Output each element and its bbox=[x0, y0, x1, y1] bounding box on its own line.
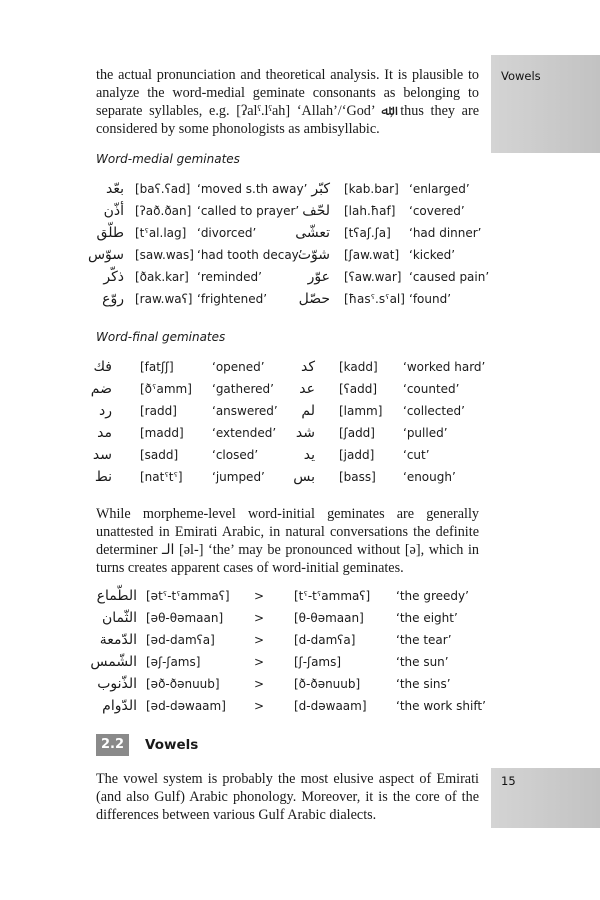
table-row bbox=[0, 178, 600, 200]
arabic-word: بعّد bbox=[106, 181, 124, 197]
arabic-word: بس bbox=[293, 469, 315, 485]
gloss: ‘the sins’ bbox=[396, 677, 451, 691]
gloss: ‘opened’ bbox=[212, 360, 265, 374]
ipa-transcription: [tʕaʃ.ʃa] bbox=[344, 226, 391, 240]
becomes-arrow: > bbox=[254, 611, 265, 625]
gloss: ‘covered’ bbox=[409, 204, 465, 218]
gloss: ‘had tooth decay’ bbox=[197, 248, 303, 262]
table-row bbox=[0, 629, 600, 651]
ipa-transcription: [saw.was] bbox=[135, 248, 194, 262]
ipa-transcription: [ʔað.ðan] bbox=[135, 204, 192, 218]
vowels-paragraph: The vowel system is probably the most elusive aspect of Emirati (and also Gulf) Arabic phonology. Moreover, it is the core of the differences between various Gulf Arabic dialects. bbox=[96, 771, 479, 823]
becomes-arrow: > bbox=[254, 655, 265, 669]
gloss: ‘enough’ bbox=[403, 470, 456, 484]
table-row bbox=[0, 585, 600, 607]
medial-geminates-heading: Word-medial geminates bbox=[96, 152, 240, 166]
gloss: ‘answered’ bbox=[212, 404, 278, 418]
ipa-transcription: [ətˤ-tˤammaʕ] bbox=[146, 589, 230, 603]
arabic-word: رد bbox=[99, 403, 112, 419]
gloss: ‘the sun’ bbox=[396, 655, 449, 669]
ipa-reduced-form: [d-dəwaam] bbox=[294, 699, 367, 713]
arabic-word: يد bbox=[303, 447, 315, 463]
arabic-word: الثّمان bbox=[101, 610, 137, 626]
arabic-word: فك bbox=[93, 359, 112, 375]
table-row bbox=[0, 244, 600, 266]
intro-paragraph: the actual pronunciation and theoretical analysis. It is plausible to analyze the word-medial geminate consonants as belonging to separate syllables, e.g. [ʔalˤ.lˤah] ‘Allah’/‘God’ ﷲ; thus they are considered by some phonologists as ambisyllabic. bbox=[96, 67, 479, 137]
table-row bbox=[0, 466, 600, 488]
gloss: ‘the work shift’ bbox=[396, 699, 486, 713]
arabic-word: لحّف bbox=[302, 203, 330, 219]
gloss: ‘found’ bbox=[409, 292, 452, 306]
arabic-word: ضم bbox=[90, 381, 112, 397]
gloss: ‘frightened’ bbox=[197, 292, 268, 306]
ipa-transcription: [baʕ.ʕad] bbox=[135, 182, 191, 196]
ipa-transcription: [ðak.kar] bbox=[135, 270, 189, 284]
table-row bbox=[0, 607, 600, 629]
gloss: ‘jumped’ bbox=[212, 470, 265, 484]
ipa-transcription: [raw.waʕ] bbox=[135, 292, 193, 306]
ipa-reduced-form: [θ-θəmaan] bbox=[294, 611, 364, 625]
arabic-word: سد bbox=[92, 447, 112, 463]
ipa-transcription: [sadd] bbox=[140, 448, 179, 462]
final-geminates-heading: Word-final geminates bbox=[96, 330, 226, 344]
table-row bbox=[0, 422, 600, 444]
arabic-word: تعشّى bbox=[295, 225, 330, 241]
chapter-tab-label: Vowels bbox=[501, 69, 541, 83]
gloss: ‘called to prayer’ bbox=[197, 204, 300, 218]
arabic-word: شد bbox=[295, 425, 315, 441]
arabic-word: روّع bbox=[102, 291, 124, 307]
ipa-transcription: [ðˤamm] bbox=[140, 382, 192, 396]
ipa-transcription: [fatʃʃ] bbox=[140, 360, 174, 374]
arabic-word: حصّل bbox=[298, 291, 330, 307]
becomes-arrow: > bbox=[254, 677, 265, 691]
arabic-word: شوّت bbox=[297, 247, 330, 263]
becomes-arrow: > bbox=[254, 589, 265, 603]
ipa-reduced-form: [ð-ðənuub] bbox=[294, 677, 361, 691]
page-number: 15 bbox=[501, 774, 516, 788]
table-row bbox=[0, 651, 600, 673]
gloss: ‘the greedy’ bbox=[396, 589, 469, 603]
ipa-transcription: [ʃaw.wat] bbox=[344, 248, 400, 262]
becomes-arrow: > bbox=[254, 699, 265, 713]
ipa-transcription: [ħasˤ.sˤal] bbox=[344, 292, 405, 306]
arabic-word: الدّوام bbox=[102, 698, 137, 714]
section-number: 2.2 bbox=[96, 734, 129, 756]
gloss: ‘caused pain’ bbox=[409, 270, 490, 284]
ipa-transcription: [lamm] bbox=[339, 404, 383, 418]
arabic-word: سوّس bbox=[87, 247, 124, 263]
ipa-transcription: [ʕaw.war] bbox=[344, 270, 402, 284]
table-row bbox=[0, 288, 600, 310]
gloss: ‘cut’ bbox=[403, 448, 430, 462]
table-row bbox=[0, 400, 600, 422]
arabic-word: لم bbox=[301, 403, 315, 419]
arabic-word: طلّق bbox=[96, 225, 124, 241]
gloss: ‘worked hard’ bbox=[403, 360, 486, 374]
table-row bbox=[0, 266, 600, 288]
gloss: ‘the tear’ bbox=[396, 633, 452, 647]
section-title: Vowels bbox=[145, 737, 199, 753]
ipa-transcription: [əd-dəwaam] bbox=[146, 699, 226, 713]
arabic-word: كبّر bbox=[311, 181, 330, 197]
ipa-transcription: [madd] bbox=[140, 426, 184, 440]
page-number-tab bbox=[491, 768, 600, 828]
ipa-transcription: [jadd] bbox=[339, 448, 375, 462]
chapter-tab bbox=[491, 55, 600, 153]
gloss: ‘collected’ bbox=[403, 404, 465, 418]
ipa-transcription: [ʃadd] bbox=[339, 426, 375, 440]
becomes-arrow: > bbox=[254, 633, 265, 647]
table-row bbox=[0, 356, 600, 378]
ipa-reduced-form: [ʃ-ʃams] bbox=[294, 655, 342, 669]
initial-geminates-paragraph: While morpheme-level word-initial geminates are generally unattested in Emirati Arabic, in natural conversations the definite determiner الـ [əl-] ‘the’ may be pronounced without [ə], which in turns creates apparent cases of word-initial geminates. bbox=[96, 506, 479, 576]
gloss: ‘had dinner’ bbox=[409, 226, 482, 240]
ipa-transcription: [kadd] bbox=[339, 360, 378, 374]
arabic-word: أذّن bbox=[103, 203, 124, 219]
ipa-transcription: [ʕadd] bbox=[339, 382, 378, 396]
ipa-transcription: [əð-ðənuub] bbox=[146, 677, 220, 691]
arabic-word: الشّمس bbox=[90, 654, 137, 670]
gloss: ‘gathered’ bbox=[212, 382, 274, 396]
arabic-word: الذّنوب bbox=[97, 676, 137, 692]
gloss: ‘enlarged’ bbox=[409, 182, 470, 196]
ipa-transcription: [əd-damʕa] bbox=[146, 633, 215, 647]
ipa-transcription: [bass] bbox=[339, 470, 376, 484]
arabic-word: عوّر bbox=[307, 269, 330, 285]
gloss: ‘counted’ bbox=[403, 382, 460, 396]
gloss: ‘closed’ bbox=[212, 448, 259, 462]
ipa-transcription: [əʃ-ʃams] bbox=[146, 655, 201, 669]
gloss: ‘divorced’ bbox=[197, 226, 257, 240]
ipa-reduced-form: [tˤ-tˤammaʕ] bbox=[294, 589, 371, 603]
arabic-word: الطّماع bbox=[96, 588, 137, 604]
arabic-word: كد bbox=[300, 359, 315, 375]
ipa-transcription: [lah.ħaf] bbox=[344, 204, 396, 218]
ipa-reduced-form: [d-damʕa] bbox=[294, 633, 356, 647]
ipa-transcription: [tˤal.lag] bbox=[135, 226, 187, 240]
arabic-word: الدّمعة bbox=[99, 632, 137, 648]
arabic-word: مد bbox=[97, 425, 112, 441]
arabic-word: عد bbox=[299, 381, 315, 397]
table-row bbox=[0, 222, 600, 244]
arabic-word: ذكّر bbox=[103, 269, 124, 285]
gloss: ‘kicked’ bbox=[409, 248, 456, 262]
ipa-transcription: [natˤtˤ] bbox=[140, 470, 183, 484]
gloss: ‘pulled’ bbox=[403, 426, 448, 440]
gloss: ‘extended’ bbox=[212, 426, 277, 440]
ipa-transcription: [kab.bar] bbox=[344, 182, 399, 196]
gloss: ‘moved s.th away’ bbox=[197, 182, 308, 196]
gloss: ‘the eight’ bbox=[396, 611, 458, 625]
gloss: ‘reminded’ bbox=[197, 270, 262, 284]
table-row bbox=[0, 673, 600, 695]
table-row bbox=[0, 200, 600, 222]
table-row bbox=[0, 695, 600, 717]
table-row bbox=[0, 378, 600, 400]
ipa-transcription: [əθ-θəmaan] bbox=[146, 611, 224, 625]
arabic-word: نط bbox=[94, 469, 112, 485]
ipa-transcription: [radd] bbox=[140, 404, 177, 418]
table-row bbox=[0, 444, 600, 466]
